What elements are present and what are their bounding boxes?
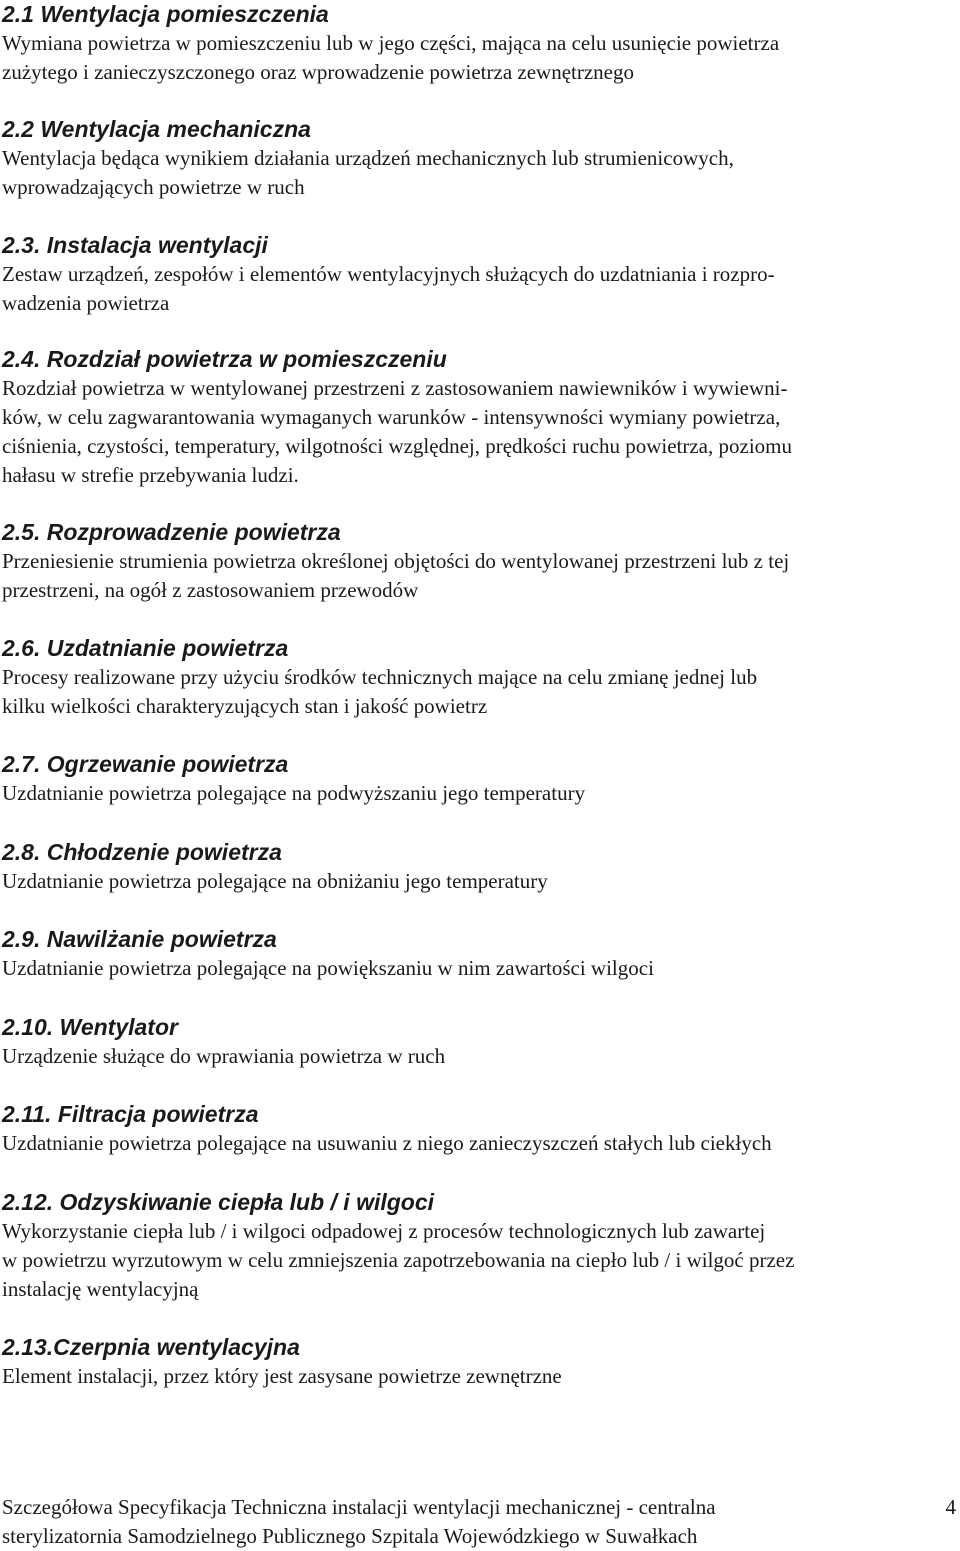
body-line: Uzdatnianie powietrza polegające na powiększaniu w nim zawartości wilgoci: [2, 956, 654, 980]
section-heading: 2.9. Nawilżanie powietrza: [2, 926, 277, 952]
body-line: Element instalacji, przez który jest zasysane powietrze zewnętrzne: [2, 1364, 562, 1388]
body-line: wadzenia powietrza: [2, 291, 170, 315]
body-line: Uzdatnianie powietrza polegające na usuwaniu z niego zanieczyszczeń stałych lub ciekłych: [2, 1131, 772, 1155]
section-body: [2, 954, 956, 983]
section-2-5: [2, 518, 956, 605]
body-line: instalację wentylacyjną: [2, 1277, 199, 1301]
body-line: Urządzenie służące do wprawiania powietrza w ruch: [2, 1044, 446, 1068]
section-body: [2, 779, 956, 808]
body-line: wprowadzających powietrze w ruch: [2, 175, 305, 199]
section-2-10: [2, 1013, 956, 1071]
section-2-8: [2, 838, 956, 896]
body-line: Procesy realizowane przy użyciu środków technicznych mające na celu zmianę jednej lub: [2, 665, 758, 689]
section-2-1: [2, 0, 956, 87]
body-line: Rozdział powietrza w wentylowanej przestrzeni z zastosowaniem nawiewników i wywiewni-: [2, 376, 788, 400]
page-number: 4: [945, 1495, 956, 1519]
section-body: [2, 1042, 956, 1071]
body-line: ciśnienia, czystości, temperatury, wilgotności względnej, prędkości ruchu powietrza, poziomu: [2, 434, 792, 458]
section-body: [2, 663, 956, 721]
section-body: [2, 374, 956, 490]
section-heading: 2.13.Czerpnia wentylacyjna: [2, 1334, 300, 1360]
section-body: [2, 260, 956, 318]
section-body: [2, 1217, 956, 1304]
page-footer: [2, 1493, 956, 1551]
section-2-2: [2, 115, 956, 202]
footer-line: sterylizatornia Samodzielnego Publicznego Szpitala Wojewódzkiego w Suwałkach: [2, 1524, 698, 1548]
body-line: kilku wielkości charakteryzujących stan i jakość powietrz: [2, 694, 488, 718]
body-line: przestrzeni, na ogół z zastosowaniem przewodów: [2, 578, 419, 602]
section-heading: 2.5. Rozprowadzenie powietrza: [2, 519, 341, 545]
section-body: [2, 1129, 956, 1158]
section-heading: 2.4. Rozdział powietrza w pomieszczeniu: [2, 346, 447, 372]
section-body: [2, 867, 956, 896]
section-2-4: [2, 345, 956, 490]
section-heading: 2.12. Odzyskiwanie ciepła lub / i wilgoci: [2, 1189, 435, 1215]
section-2-12: [2, 1188, 956, 1304]
section-heading: 2.2 Wentylacja mechaniczna: [2, 116, 311, 142]
section-2-11: [2, 1100, 956, 1158]
section-heading: 2.6. Uzdatnianie powietrza: [2, 635, 289, 661]
section-body: [2, 29, 956, 87]
body-line: Uzdatnianie powietrza polegające na podwyższaniu jego temperatury: [2, 781, 586, 805]
section-body: [2, 547, 956, 605]
body-line: Uzdatnianie powietrza polegające na obniżaniu jego temperatury: [2, 869, 548, 893]
body-line: hałasu w strefie przebywania ludzi.: [2, 463, 299, 487]
section-2-7: [2, 750, 956, 808]
body-line: Wykorzystanie ciepła lub / i wilgoci odpadowej z procesów technologicznych lub zawartej: [2, 1219, 766, 1243]
section-2-6: [2, 634, 956, 721]
section-2-13: [2, 1333, 956, 1391]
section-heading: 2.7. Ogrzewanie powietrza: [2, 751, 289, 777]
section-heading: 2.11. Filtracja powietrza: [2, 1101, 259, 1127]
section-heading: 2.1 Wentylacja pomieszczenia: [2, 1, 329, 27]
body-line: Zestaw urządzeń, zespołów i elementów wentylacyjnych służących do uzdatniania i rozpro-: [2, 262, 775, 286]
body-line: ków, w celu zagwarantowania wymaganych warunków - intensywności wymiany powietrza,: [2, 405, 781, 429]
body-line: Wentylacja będąca wynikiem działania urządzeń mechanicznych lub strumienicowych,: [2, 146, 734, 170]
section-2-3: [2, 231, 956, 318]
section-body: [2, 144, 956, 202]
body-line: Przeniesienie strumienia powietrza określonej objętości do wentylowanej przestrzeni lub z tej: [2, 549, 790, 573]
body-line: zużytego i zanieczyszczonego oraz wprowadzenie powietrza zewnętrznego: [2, 60, 634, 84]
section-heading: 2.8. Chłodzenie powietrza: [2, 839, 282, 865]
section-heading: 2.3. Instalacja wentylacji: [2, 232, 268, 258]
section-body: [2, 1362, 956, 1391]
body-line: Wymiana powietrza w pomieszczeniu lub w jego części, mająca na celu usunięcie powietrza: [2, 31, 780, 55]
section-heading: 2.10. Wentylator: [2, 1014, 178, 1040]
footer-line: Szczegółowa Specyfikacja Techniczna instalacji wentylacji mechanicznej - centralna: [2, 1495, 716, 1519]
body-line: w powietrzu wyrzutowym w celu zmniejszenia zapotrzebowania na ciepło lub / i wilgoć przez: [2, 1248, 795, 1272]
section-2-9: [2, 925, 956, 983]
